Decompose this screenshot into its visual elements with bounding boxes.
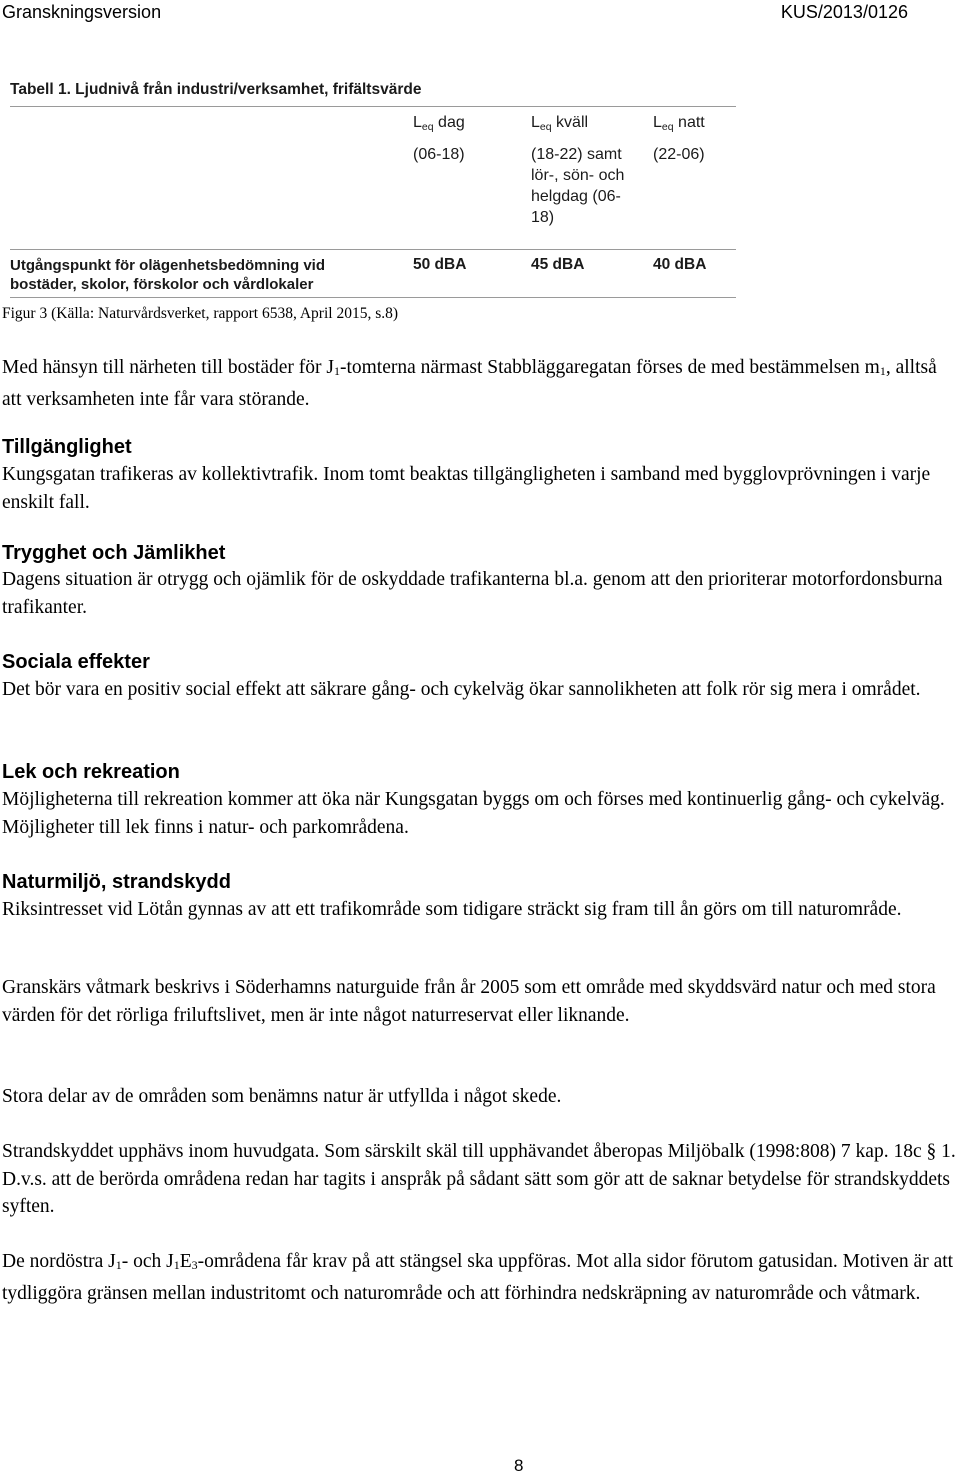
section-heading-safety: Trygghet och Jämlikhet <box>2 542 226 564</box>
value-day: 50 dBA <box>413 256 467 273</box>
paragraph-filled-areas: Stora delar av de områden som benämns natur är utfyllda i något skede. <box>2 1086 562 1107</box>
table-top-rule <box>10 106 736 107</box>
section-heading-social: Sociala effekter <box>2 651 150 673</box>
fence-text-c: E <box>179 1251 192 1272</box>
col-night-symbol: L <box>653 114 662 131</box>
col-day-period: (06-18) <box>413 146 465 163</box>
col-night-label: natt <box>673 114 705 131</box>
p1-text-a: Med hänsyn till närheten till bostäder för J <box>2 357 334 378</box>
section-heading-accessibility: Tillgänglighet <box>2 436 132 458</box>
value-night: 40 dBA <box>653 256 707 273</box>
section-text-recreation: Möjligheterna till rekreation kommer att öka när Kungsgatan byggs om och förses med kontinuerlig gång- och cykelväg. Möjligheter till lek finns i natur- och parkområdena. <box>2 789 945 838</box>
section-text-accessibility: Kungsgatan trafikeras av kollektivtrafik. Inom tomt beaktas tillgängligheten i samband med bygglovprövningen i varje enskilt fall. <box>2 464 931 513</box>
fence-text-b: - och J <box>121 1251 174 1272</box>
section-text-social: Det bör vara en positiv social effekt att säkrare gång- och cykelväg ökar sannolikheten att folk rör sig mera i området. <box>2 679 921 700</box>
fence-subscript-2: 1 <box>173 1258 180 1272</box>
col-night-sub: eq <box>661 121 674 133</box>
fence-text-d: -områdena får krav på att stängsel ska uppföras. Mot alla sidor förutom gatusidan. Motiven är att tydliggöra gränsen mellan industritomt och naturområde och att förhindra nedskräpning av naturområde och våtmark. <box>2 1251 954 1304</box>
p1-subscript-1: 1 <box>333 364 340 378</box>
paragraph-shoreline-protection: Strandskyddet upphävs inom huvudgata. Som särskilt skäl till upphävandet åberopas Miljöbalk (1998:808) 7 kap. 18c § 1. D.v.s. att de berörda områdena redan har tagits i anspråk på sådant sätt som gör att de saknar betydelse för strandskyddets syften. <box>2 1141 956 1217</box>
col-evening-period: (18-22) samt lör-, sön- och helgdag (06-18) <box>531 146 625 226</box>
p1-text-c: , alltså att verksamheten inte får vara störande. <box>2 357 937 410</box>
col-day-label: dag <box>433 114 465 131</box>
table-title: Tabell 1. Ljudnivå från industri/verksamhet, frifältsvärde <box>10 81 422 98</box>
section-heading-nature: Naturmiljö, strandskydd <box>2 871 231 893</box>
paragraph-granskar-wetland: Granskärs våtmark beskrivs i Söderhamns naturguide från år 2005 som ett område med skyddsvärd natur och med stora värden för det rörliga friluftslivet, men är inte något naturreservat eller liknande. <box>2 977 936 1026</box>
table-bottom-rule <box>10 297 736 298</box>
fence-subscript-1: 1 <box>115 1258 122 1272</box>
table-mid-rule <box>10 249 736 250</box>
column-header-night <box>653 112 743 165</box>
figure-caption: Figur 3 (Källa: Naturvårdsverket, rapport 6538, April 2015, s.8) <box>2 305 399 322</box>
column-header-evening <box>531 112 643 228</box>
running-header-right: KUS/2013/0126 <box>780 2 908 22</box>
fence-subscript-3: 3 <box>191 1258 198 1272</box>
p1-subscript-2: 1 <box>879 364 886 378</box>
p1-text-b: -tomterna närmast Stabbläggaregatan förses de med bestämmelsen m <box>339 357 880 378</box>
section-heading-recreation: Lek och rekreation <box>2 761 180 783</box>
table-row-label: Utgångspunkt för olägenhetsbedömning vid bostäder, skolor, förskolor och vårdlokaler <box>10 257 325 293</box>
paragraph-j1-lots <box>2 354 958 413</box>
col-evening-symbol: L <box>531 114 540 131</box>
section-text-safety: Dagens situation är otrygg och ojämlik för de oskyddade trafikanterna bl.a. genom att den prioriterar motorfordonsburna trafikanter. <box>2 569 943 618</box>
fence-text-a: De nordöstra J <box>2 1251 116 1272</box>
section-text-nature: Riksintresset vid Lötån gynnas av att ett trafikområde som tidigare sträckt sig fram till ån görs om till naturområde. <box>2 899 902 920</box>
value-evening: 45 dBA <box>531 256 585 273</box>
paragraph-fencing <box>2 1248 958 1307</box>
col-evening-label: kväll <box>551 114 589 131</box>
column-header-day <box>413 112 518 165</box>
col-day-symbol: L <box>413 114 422 131</box>
col-evening-sub: eq <box>539 121 552 133</box>
running-header-left: Granskningsversion <box>2 2 162 22</box>
col-day-sub: eq <box>421 121 434 133</box>
col-night-period: (22-06) <box>653 146 705 163</box>
page-number: 8 <box>514 1456 524 1475</box>
